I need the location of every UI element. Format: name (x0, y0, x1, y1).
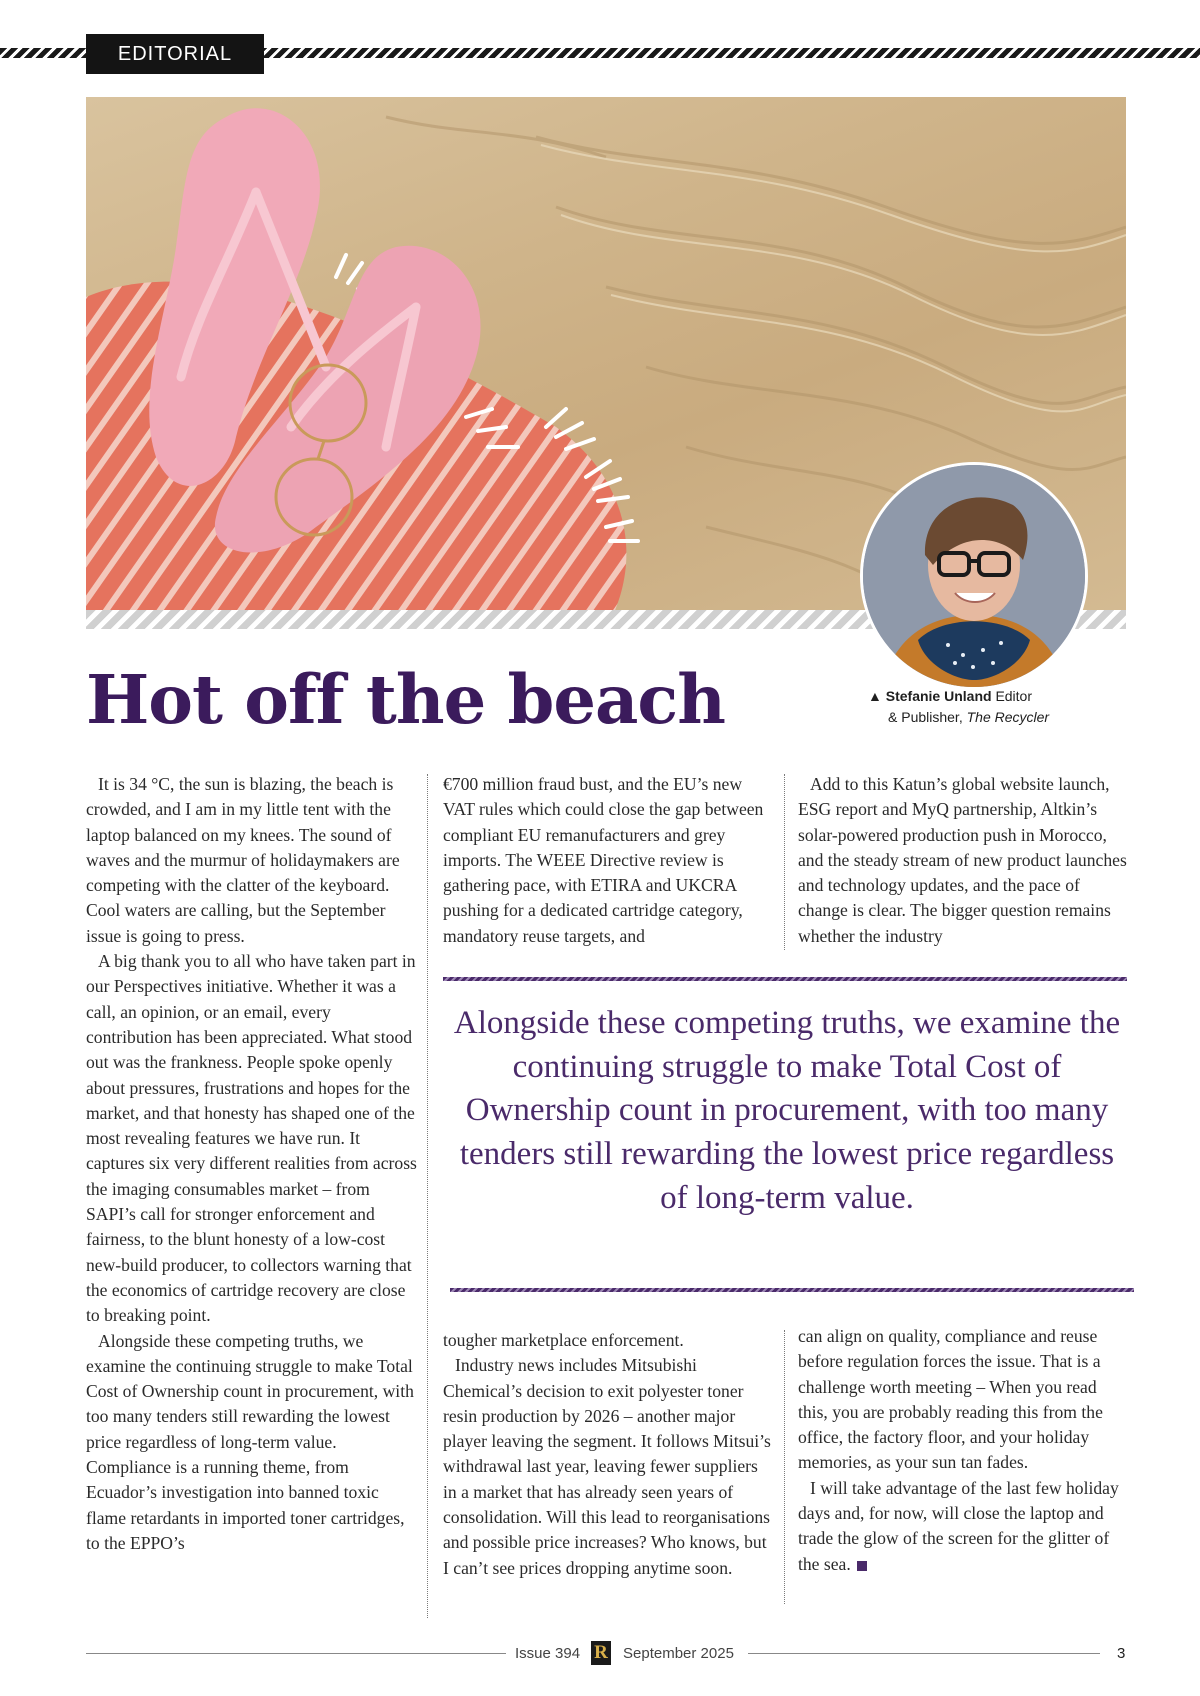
paragraph: Add to this Katun’s global website launch, ESG report and MyQ partnership, Altkin’s solar-powered production push in Morocco, and the steady stream of new product launches and technology updates, and the pace of change is clear. The bigger question remains whether the industry (798, 774, 1127, 946)
body-column-1 (86, 772, 419, 1556)
footer-rule-right (748, 1653, 1100, 1654)
footer-issue: Issue 394 (515, 1645, 581, 1662)
caption-arrow-icon: ▲ (868, 688, 886, 704)
footer-rule-left (86, 1653, 506, 1654)
page-number: 3 (1117, 1645, 1126, 1662)
column-divider (427, 774, 428, 1618)
caption-name: Stefanie Unland (885, 688, 992, 704)
body-column-2-top (443, 772, 775, 949)
paragraph: tougher marketplace enforcement. (443, 1330, 684, 1350)
column-divider (784, 1330, 785, 1604)
end-mark-icon (857, 1561, 867, 1571)
editor-portrait (860, 462, 1088, 690)
body-column-3-bottom (798, 1324, 1130, 1577)
footer-date: September 2025 (623, 1645, 734, 1662)
paragraph: Alongside these competing truths, we examine the continuing struggle to make Total Cost of Ownership count in procurement, with too many tenders still rewarding the lowest price regardless of long-term value. Compliance is a running theme, from Ecuador’s investigation into banned toxic flame retardants in imported toner cartridges, to the EPPO’s (86, 1330, 414, 1553)
paragraph (798, 1476, 1130, 1577)
paragraph: Industry news includes Mitsubishi Chemical’s decision to exit polyester toner resin production by 2026 – another major player leaving the segment. It follows Mitsui’s withdrawal last year, leaving fewer suppliers in a market that has already seen years of consolidation. Will this lead to reorganisations and possible price increases? Who knows, but I can’t see prices dropping anytime soon. (443, 1355, 771, 1578)
caption-role-continued: & Publisher, (888, 709, 963, 725)
paragraph: It is 34 °C, the sun is blazing, the beach is crowded, and I am in my little tent with the laptop balanced on my knees. The sound of waves and the murmur of holidaymakers are competing with the clatter of the keyboard. Cool waters are calling, but the September issue is going to press. (86, 774, 400, 946)
portrait-caption (868, 686, 1068, 728)
publication-logo: R (591, 1641, 611, 1665)
body-column-3-top (798, 772, 1130, 949)
pullquote-rule-bottom (450, 1288, 1134, 1292)
section-label: EDITORIAL (86, 34, 264, 74)
caption-role: Editor (995, 688, 1033, 704)
pullquote: Alongside these competing truths, we examine the continuing struggle to make Total Cost of Ownership count in procurement, with too many tenders still rewarding the lowest price regardless of long-term value. (453, 1005, 1121, 1216)
column-divider (784, 774, 785, 950)
closing-text: I will take advantage of the last few holiday days and, for now, will close the laptop and trade the glow of the screen for the glitter of the sea. (798, 1477, 1119, 1574)
caption-publication: The Recycler (966, 709, 1050, 725)
page-title: Hot off the beach (86, 660, 725, 739)
paragraph: can align on quality, compliance and reuse before regulation forces the issue. That is a challenge worth meeting – When you read this, you are probably reading this from the office, the factory floor, and your holiday memories, as your sun tan fades. (798, 1326, 1103, 1473)
body-column-2-bottom (443, 1328, 775, 1581)
paragraph: A big thank you to all who have taken part in our Perspectives initiative. Whether it was a call, an opinion, or an email, every contribution has been appreciated. What stood out was the frankness. People spoke openly about pressures, frustrations and hopes for the market, and that honesty has shaped one of the most revealing features we have run. It captures six very different realities from across the imaging consumables market – from SAPI’s call for stronger enforcement and fairness, to the blunt honesty of a low-cost new-build producer, to collectors warning that the economics of cartridge recovery are close to breaking point. (86, 951, 417, 1326)
pullquote-rule-top (443, 977, 1127, 981)
portrait-illustration (863, 465, 1085, 687)
paragraph: €700 million fraud bust, and the EU’s new VAT rules which could close the gap between compliant EU remanufacturers and grey imports. The WEEE Directive review is gathering pace, with ETIRA and UKCRA pushing for a dedicated cartridge category, mandatory reuse targets, and (443, 774, 764, 946)
